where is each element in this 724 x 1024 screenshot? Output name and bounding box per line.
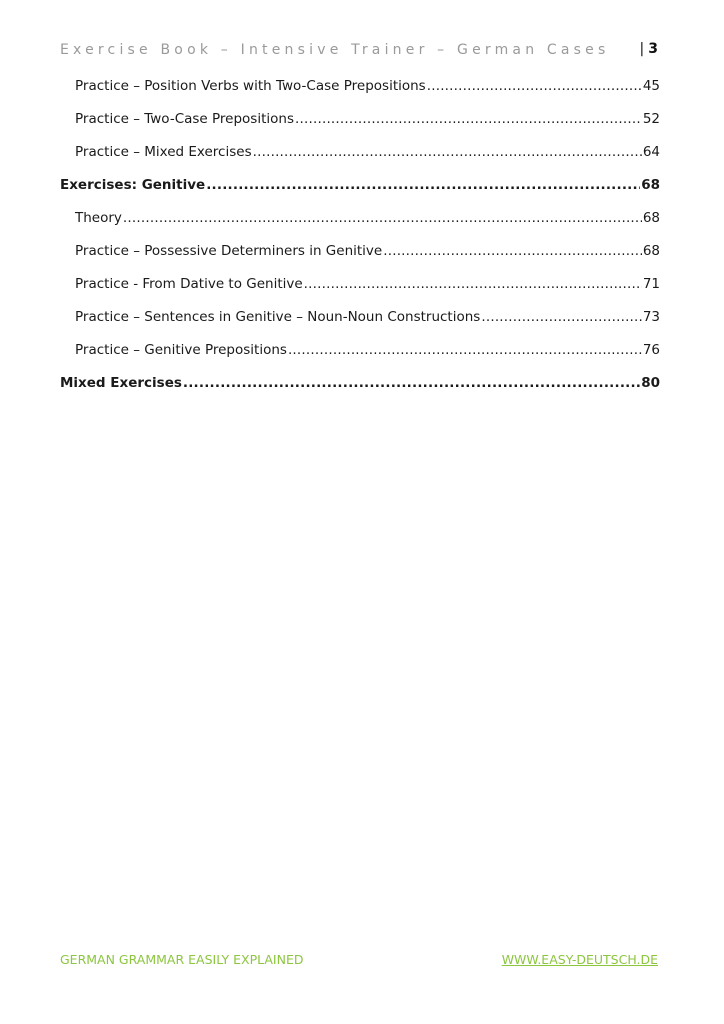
footer-website-link[interactable]: WWW.EASY-DEUTSCH.DE	[501, 952, 658, 967]
footer-tagline: GERMAN GRAMMAR EASILY EXPLAINED	[60, 952, 304, 967]
page-footer	[60, 952, 658, 972]
table-of-contents	[60, 76, 660, 406]
toc-section-label: Exercises: Genitive	[60, 177, 206, 193]
toc-dot-leader	[206, 175, 640, 195]
toc-entry-page: 71	[642, 276, 660, 292]
toc-entry[interactable]	[60, 307, 660, 340]
toc-dot-leader	[123, 208, 642, 228]
toc-section-entry[interactable]	[60, 373, 660, 406]
toc-entry[interactable]	[60, 241, 660, 274]
header-title: Exercise Book – Intensive Trainer – German Cases	[60, 42, 610, 58]
toc-section-entry[interactable]	[60, 175, 660, 208]
toc-entry-label: Practice – Sentences in Genitive – Noun-Noun Constructions	[75, 309, 481, 325]
toc-section-page: 68	[641, 177, 660, 193]
toc-entry-page: 64	[642, 144, 660, 160]
toc-entry[interactable]	[60, 340, 660, 373]
toc-entry-label: Practice – Position Verbs with Two-Case Prepositions	[75, 78, 426, 94]
toc-entry[interactable]	[60, 208, 660, 241]
toc-dot-leader	[288, 340, 642, 360]
toc-entry-label: Practice – Genitive Prepositions	[75, 342, 287, 358]
toc-entry-page: 45	[642, 78, 660, 94]
toc-section-page: 80	[641, 375, 660, 391]
toc-entry-label: Practice – Two-Case Prepositions	[75, 111, 294, 127]
toc-entry-page: 73	[642, 309, 660, 325]
toc-entry-label: Practice - From Dative to Genitive	[75, 276, 303, 292]
toc-entry-page: 52	[642, 111, 660, 127]
page-header	[60, 42, 660, 64]
toc-dot-leader	[304, 274, 642, 294]
toc-dot-leader	[481, 307, 641, 327]
toc-dot-leader	[183, 373, 640, 393]
toc-section-label: Mixed Exercises	[60, 375, 182, 391]
toc-dot-leader	[295, 109, 642, 129]
page-number: 3	[648, 41, 658, 57]
toc-dot-leader	[383, 241, 642, 261]
toc-entry[interactable]	[60, 274, 660, 307]
toc-entry-page: 68	[642, 243, 660, 259]
toc-entry[interactable]	[60, 76, 660, 109]
toc-dot-leader	[427, 76, 642, 96]
toc-entry[interactable]	[60, 109, 660, 142]
toc-dot-leader	[253, 142, 642, 162]
header-page-number-block	[640, 41, 658, 57]
header-separator: |	[639, 41, 645, 57]
toc-entry-label: Theory	[75, 210, 122, 226]
toc-entry-page: 68	[642, 210, 660, 226]
toc-entry-label: Practice – Mixed Exercises	[75, 144, 252, 160]
toc-entry[interactable]	[60, 142, 660, 175]
toc-entry-page: 76	[642, 342, 660, 358]
toc-entry-label: Practice – Possessive Determiners in Genitive	[75, 243, 383, 259]
